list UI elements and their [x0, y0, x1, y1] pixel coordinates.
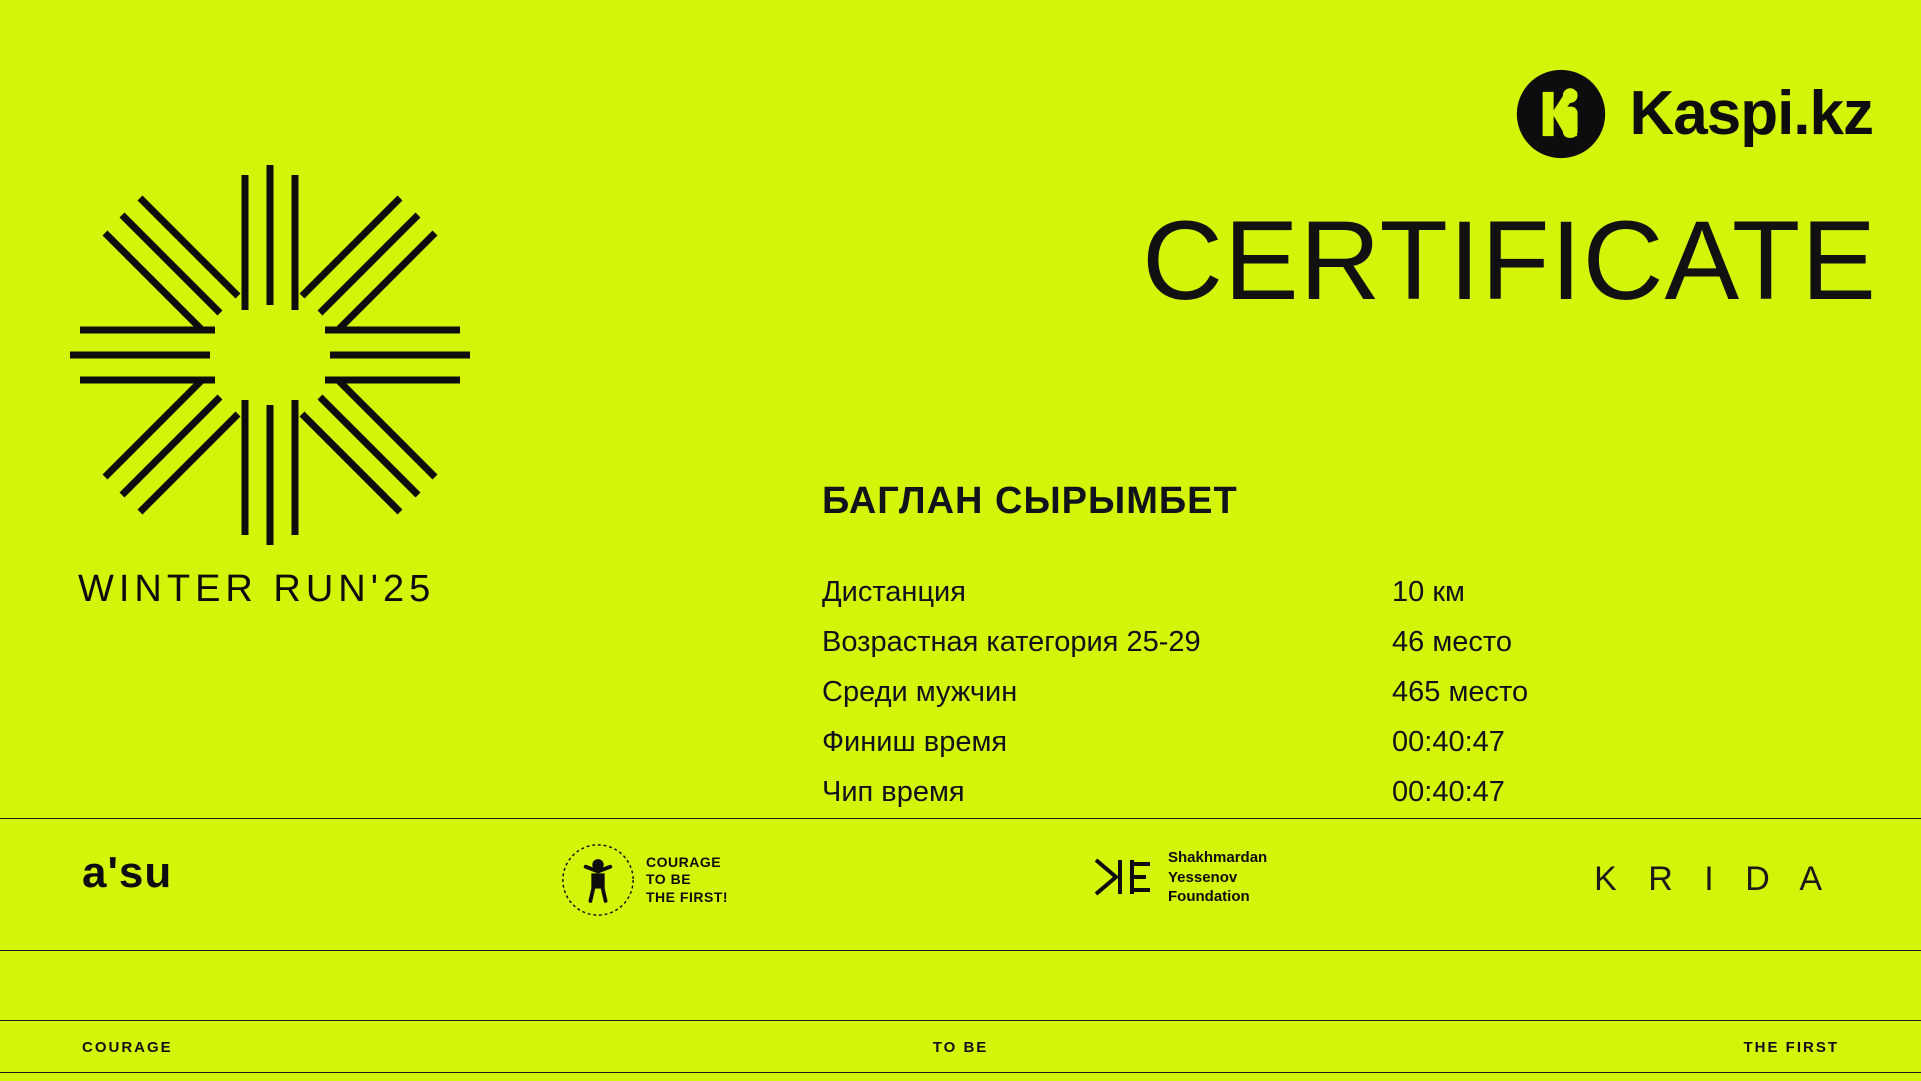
asu-wordmark: a'su	[82, 848, 173, 897]
athlete-name: БАГЛАН СЫРЫМБЕТ	[822, 480, 1238, 522]
footer-right-text: THE FIRST	[1743, 1038, 1839, 1056]
divider	[0, 1020, 1921, 1021]
table-row	[822, 778, 1622, 807]
winter-run-starburst-icon	[60, 155, 480, 555]
result-label: Чип время	[822, 776, 965, 808]
sponsor-courage-fund	[560, 842, 728, 918]
result-label: Среди мужчин	[822, 676, 1018, 708]
sponsor-strip	[0, 820, 1921, 948]
sponsor-asu	[82, 848, 172, 898]
yessenov-text	[1168, 848, 1267, 907]
yessenov-foundation-icon	[1090, 852, 1156, 902]
result-value: 465 место	[1392, 676, 1529, 708]
result-label: Дистанция	[822, 576, 966, 608]
result-label: Финиш время	[822, 726, 1008, 758]
yessenov-line-1: Shakhmardan	[1168, 849, 1268, 866]
result-label: Возрастная категория 25-29	[822, 626, 1201, 658]
result-value: 00:40:47	[1392, 726, 1505, 758]
courage-line-3: THE FIRST!	[646, 888, 728, 905]
table-row	[822, 578, 1622, 607]
sponsor-krida: K R I D A	[1594, 860, 1833, 898]
result-value: 00:40:47	[1392, 776, 1505, 808]
kaspi-logo	[1515, 68, 1873, 160]
page-title: CERTIFICATE	[1142, 198, 1877, 323]
courage-figure-icon	[560, 842, 636, 918]
divider	[0, 950, 1921, 951]
divider	[0, 818, 1921, 819]
kaspi-person-mark-icon	[1515, 68, 1607, 160]
event-title: WINTER RUN'25	[78, 568, 436, 610]
kaspi-wordmark: Kaspi.kz	[1629, 79, 1873, 148]
yessenov-line-3: Foundation	[1168, 888, 1250, 905]
footer-slogan	[0, 1022, 1921, 1072]
table-row	[822, 628, 1622, 657]
divider	[0, 1072, 1921, 1073]
sponsor-yessenov-foundation	[1090, 848, 1267, 907]
result-value: 10 км	[1392, 576, 1465, 608]
courage-fund-text	[646, 854, 728, 907]
yessenov-line-2: Yessenov	[1168, 868, 1238, 886]
table-row	[822, 678, 1622, 707]
results-table	[822, 578, 1622, 828]
courage-line-2: TO BE	[646, 871, 692, 888]
result-value: 46 место	[1392, 626, 1512, 658]
footer-center-text: TO BE	[932, 1038, 989, 1056]
courage-line-1: COURAGE	[646, 853, 722, 870]
footer-left-text: COURAGE	[82, 1038, 173, 1056]
table-row	[822, 728, 1622, 757]
